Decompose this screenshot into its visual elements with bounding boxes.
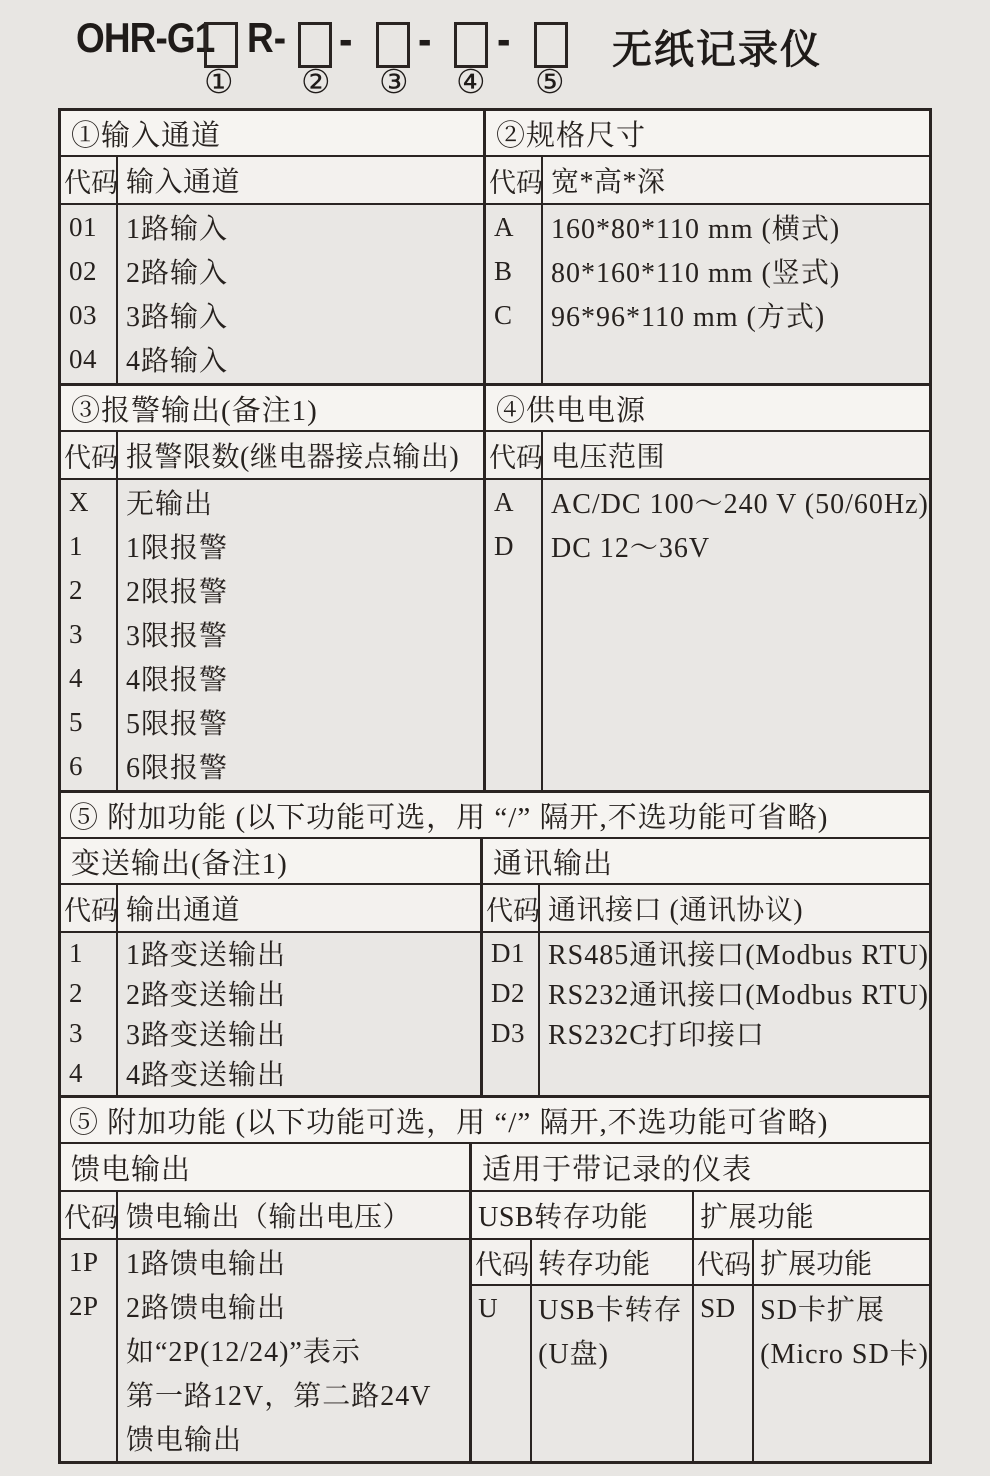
row-code: B (494, 255, 513, 286)
row-code: 4 (69, 1057, 83, 1088)
comm-output-table (483, 839, 929, 1095)
position-marker-2: ② (301, 65, 331, 101)
column-header-row (61, 1192, 469, 1240)
table-body (61, 205, 483, 383)
row-code: 6 (69, 750, 83, 781)
alarm-output-table (61, 386, 486, 790)
col-code: 代码 (61, 1192, 118, 1238)
row-label: 4路输入 (126, 346, 229, 377)
subtable-title: USB转存功能 (472, 1192, 692, 1240)
position-marker-3: ③ (379, 65, 409, 101)
col-label: 转存功能 (538, 1249, 651, 1280)
row-code: 1P (69, 1246, 99, 1277)
row-code: X (69, 486, 89, 517)
column-header-row (61, 885, 480, 933)
model-segment-r: R- (247, 14, 287, 61)
col-code: 代码 (486, 157, 543, 203)
row-label: 3路输入 (126, 302, 229, 333)
row-label: 4路变送输出 (126, 1060, 287, 1091)
section-title: 变送输出(备注1) (61, 839, 480, 885)
row-code: 04 (69, 343, 97, 374)
col-label: 报警限数(继电器接点输出) (126, 442, 460, 473)
row-code: 3 (69, 1017, 83, 1048)
col-code: 代码 (486, 432, 543, 478)
section-feed-and-record (61, 1144, 929, 1461)
row-label: 1限报警 (126, 533, 229, 564)
column-header-row (486, 432, 929, 480)
product-name: 无纸记录仪 (612, 27, 822, 72)
row-code: 5 (69, 706, 83, 737)
row-note-line: 第一路12V，第二路24V (126, 1381, 432, 1412)
row-label: 2路馈电输出 (126, 1293, 287, 1324)
col-label: 电压范围 (551, 442, 666, 473)
row-code: D (494, 530, 514, 561)
row-label: 6限报警 (126, 753, 229, 784)
position-marker-1: ① (204, 65, 234, 101)
model-dash-2: - (418, 13, 432, 65)
model-dash-3: - (497, 13, 511, 65)
col-label: 输入通道 (126, 167, 241, 198)
row-label: SD卡扩展 (760, 1295, 885, 1326)
col-label: 馈电输出（输出电压） (126, 1202, 412, 1233)
table-body (61, 480, 483, 790)
row-note-line: 如“2P(12/24)”表示 (126, 1337, 361, 1368)
col-label: 通讯接口 (通讯协议) (547, 895, 804, 926)
row-label: 3路变送输出 (126, 1020, 287, 1051)
ordering-code-table (58, 108, 932, 1464)
row-code: 03 (69, 299, 97, 330)
column-header-row (694, 1240, 929, 1286)
row-code: 2 (69, 574, 83, 605)
row-code: D3 (490, 1017, 525, 1048)
recorder-functions-panel (472, 1144, 929, 1461)
row-note-line: 馈电输出 (126, 1425, 243, 1456)
row-label: 2限报警 (126, 577, 229, 608)
row-label: 1路变送输出 (126, 940, 287, 971)
row-label: RS232C打印接口 (547, 1020, 765, 1051)
row-label: (U盘) (538, 1339, 609, 1370)
row-code: 2P (69, 1290, 99, 1321)
col-label: 扩展功能 (760, 1249, 873, 1280)
model-code-strip (0, 0, 990, 108)
section-input-and-size (61, 111, 929, 383)
power-supply-table (486, 386, 929, 790)
table-body (694, 1286, 929, 1461)
row-code: 1 (69, 937, 83, 968)
row-code: 1 (69, 530, 83, 561)
row-code: U (478, 1292, 499, 1323)
recorder-functions-body (472, 1192, 929, 1461)
usb-transfer-table (472, 1192, 694, 1461)
row-label: 5限报警 (126, 709, 229, 740)
additional-functions-banner: ⑤ 附加功能 (以下功能可选，用 “/” 隔开,不选功能可省略) (61, 1095, 929, 1144)
row-label: AC/DC 100～240 V (50/60Hz) (551, 489, 929, 520)
row-code: SD (700, 1292, 736, 1323)
transmit-output-table (61, 839, 483, 1095)
feed-output-table (61, 1144, 472, 1461)
section-alarm-and-power (61, 383, 929, 790)
row-code: A (494, 211, 514, 242)
row-label: 1路输入 (126, 214, 229, 245)
table-body (61, 1240, 469, 1461)
row-label: 80*160*110 mm (竖式) (551, 258, 841, 289)
model-prefix: OHR-G1 (76, 14, 215, 61)
col-code: 代码 (61, 885, 118, 931)
row-label: 2路输入 (126, 258, 229, 289)
section-title: 适用于带记录的仪表 (472, 1144, 929, 1192)
column-header-row (472, 1240, 692, 1286)
section-title: ②规格尺寸 (486, 111, 929, 157)
table-body (483, 933, 929, 1095)
position-marker-4: ④ (456, 65, 486, 101)
row-label: 4限报警 (126, 665, 229, 696)
row-label: 160*80*110 mm (横式) (551, 214, 841, 245)
column-header-row (61, 432, 483, 480)
sd-expansion-table (694, 1192, 929, 1461)
row-label: 1路馈电输出 (126, 1249, 287, 1280)
table-body (486, 205, 929, 383)
col-label: 输出通道 (126, 895, 241, 926)
col-code: 代码 (472, 1240, 532, 1284)
row-code: 2 (69, 977, 83, 1008)
position-marker-5: ⑤ (535, 65, 565, 101)
row-label: RS232通讯接口(Modbus RTU) (547, 980, 929, 1011)
section-title: 馈电输出 (61, 1144, 469, 1192)
row-code: 01 (69, 211, 97, 242)
additional-functions-banner: ⑤ 附加功能 (以下功能可选，用 “/” 隔开,不选功能可省略) (61, 790, 929, 839)
row-label: 3限报警 (126, 621, 229, 652)
section-title: ①输入通道 (61, 111, 483, 157)
section-title: ④供电电源 (486, 386, 929, 432)
section-title: 通讯输出 (483, 839, 929, 885)
table-body (486, 480, 929, 790)
col-code: 代码 (483, 885, 540, 931)
row-label: DC 12～36V (551, 533, 711, 564)
row-code: A (494, 486, 514, 517)
section-transmit-and-comm (61, 839, 929, 1095)
row-label: USB卡转存 (538, 1295, 683, 1326)
section-title: ③报警输出(备注1) (61, 386, 483, 432)
row-label: RS485通讯接口(Modbus RTU) (547, 940, 929, 971)
row-code: 02 (69, 255, 97, 286)
column-header-row (61, 157, 483, 205)
input-channel-table (61, 111, 486, 383)
column-header-row (486, 157, 929, 205)
col-label: 宽*高*深 (551, 167, 666, 198)
subtable-title: 扩展功能 (694, 1192, 929, 1240)
row-label: 96*96*110 mm (方式) (551, 302, 826, 333)
dimension-table (486, 111, 929, 383)
model-dash-1: - (339, 13, 353, 65)
row-code: D1 (490, 937, 525, 968)
row-label: 2路变送输出 (126, 980, 287, 1011)
row-code: C (494, 299, 513, 330)
row-label: 无输出 (126, 489, 214, 520)
table-body (472, 1286, 692, 1461)
col-code: 代码 (694, 1240, 754, 1284)
row-code: 4 (69, 662, 83, 693)
row-code: D2 (490, 977, 525, 1008)
col-code: 代码 (61, 432, 118, 478)
table-body (61, 933, 480, 1095)
row-label: (Micro SD卡) (760, 1339, 929, 1370)
row-code: 3 (69, 618, 83, 649)
column-header-row (483, 885, 929, 933)
col-code: 代码 (61, 157, 118, 203)
